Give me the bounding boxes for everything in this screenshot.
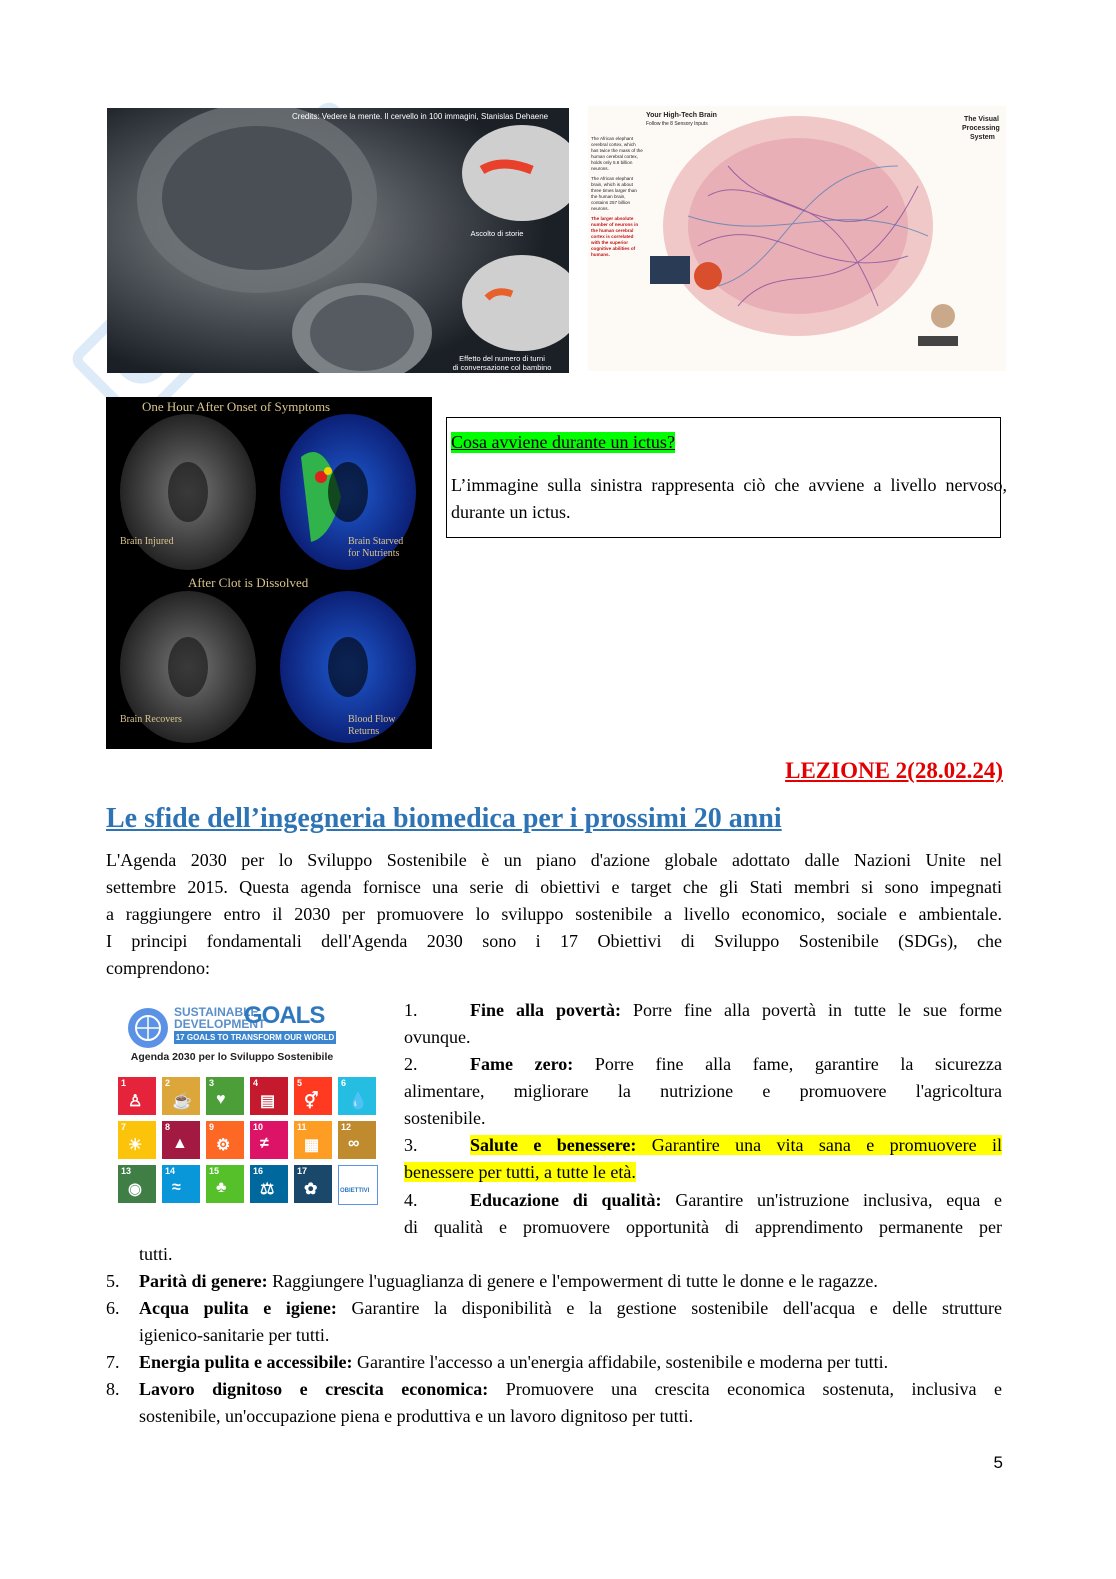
sdg-band: 17 GOALS TO TRANSFORM OUR WORLD [175, 1033, 335, 1042]
goal-title: Acqua pulita e igiene: [139, 1298, 337, 1318]
stroke-mri-image [106, 397, 432, 749]
goal-number: 1. [404, 1000, 418, 1020]
intro-line: comprendono: [106, 958, 210, 978]
goal-number: 3. [404, 1135, 418, 1155]
goal-item: Fine alla povertà: Porre fine alla povertà in tutte le sue forme [470, 1000, 1002, 1020]
goal-item: Energia pulita e accessibile: Garantire l'accesso a un'energia affidabile, sostenibile e moderna per tutti. [139, 1352, 889, 1372]
box-text: L’immagine sulla sinistra rappresenta ciò che avviene a livello nervoso, durante un ictus. [451, 475, 1007, 522]
sdg-tile-11: 11 ▦ [294, 1121, 332, 1159]
goal-title: Parità di genere: [139, 1271, 268, 1291]
sdg-tile-14: 14 ≈ [162, 1165, 200, 1203]
sdg-development: DEVELOPMENT [174, 1017, 266, 1031]
intro-line: settembre 2015. Questa agenda fornisce una serie di obiettivi e target che gli Stati membri si sono impegnati [106, 877, 1002, 897]
sdg-tile-10: 10 ≠ [250, 1121, 288, 1159]
stroke-middle-label: After Clot is Dissolved [188, 575, 309, 590]
goal-item: Acqua pulita e igiene: Garantire la disponibilità e la gestione sostenibile dell'acqua e delle strutture [139, 1298, 1002, 1318]
infographic-side-text [591, 136, 643, 258]
goal-number: 5. [106, 1271, 120, 1291]
sdg-tile-8: 8 ▲ [162, 1121, 200, 1159]
brain-starved-label: for Nutrients [348, 548, 400, 559]
goal-title: Educazione di qualità: [470, 1190, 662, 1210]
side-text-3: The larger absolute number of neurons in the human cerebral cortex is correlated with the superior cognitive abilities of humans. [591, 216, 639, 257]
intro-line: L'Agenda 2030 per lo Sviluppo Sostenibile è un piano d'azione globale adottato dalle Nazioni Unite nel [106, 850, 1002, 870]
sdg-sustainable: SUSTAINABLE [174, 1005, 259, 1019]
sdg-tile-3: 3 ♥ [206, 1077, 244, 1115]
goal-title: Energia pulita e accessibile: [139, 1352, 353, 1372]
goal-item-cont: sostenibile, un'occupazione piena e produttiva e un lavoro dignitoso per tutti. [139, 1406, 694, 1427]
sdg-tile-16: 16 ⚖ [250, 1165, 288, 1203]
mri-mother-child-image [107, 108, 569, 373]
high-tech-brain-infographic [588, 106, 1006, 371]
infographic-right-title: Processing [962, 125, 1000, 132]
stroke-top-label: One Hour After Onset of Symptoms [142, 399, 331, 414]
goal-item: Salute e benessere: Garantire una vita sana e promuovere il [470, 1135, 1002, 1155]
goal-item: Lavoro dignitoso e crescita economica: Promuovere una crescita economica sostenuta, inclusiva e [139, 1379, 1002, 1399]
goal-item: Parità di genere: Raggiungere l'uguaglianza di genere e l'empowerment di tutte le donne e le ragazze. [139, 1271, 878, 1291]
brain-injured-label: Brain Injured [120, 536, 174, 547]
goal-item-cont: benessere per tutti, a tutte le età. [404, 1162, 636, 1183]
image-caption: di conversazione col bambino [452, 363, 552, 372]
blood-flow-label: Returns [348, 726, 380, 737]
sdg-tile-13: 13 ◉ [118, 1165, 156, 1203]
goal-item: Educazione di qualità: Garantire un'istruzione inclusiva, equa e [470, 1190, 1003, 1210]
goal-number: 4. [404, 1190, 418, 1210]
sdg-tile-17: 17 ✿ [294, 1165, 332, 1203]
sdg-tile-2: 2 ☕ [162, 1077, 200, 1115]
side-text-1: The African elephant cerebral cortex, which has twice the mass of the human cerebral cortex, holds only 5.6 billion neurons. [591, 136, 643, 171]
image-caption: Ascolto di storie [470, 229, 524, 238]
goal-item: Fame zero: Porre fine alla fame, garantire la sicurezza [470, 1054, 1002, 1074]
section-title: Le sfide dell’ingegneria biomedica per i prossimi 20 anni [106, 803, 782, 834]
infographic-subtitle: Follow the 8 Sensory Inputs [646, 121, 708, 127]
infographic-right-title: The Visual [964, 116, 999, 123]
intro-line: I principi fondamentali dell'Agenda 2030 sono i 17 Obiettivi di Sviluppo Sostenibile (SDGs), che [106, 931, 1002, 951]
sdg-goals-word: GOALS [244, 1002, 325, 1029]
sdg-tile-15: 15 ♣ [206, 1165, 244, 1203]
page-number: 5 [993, 1453, 1003, 1472]
goal-number: 8. [106, 1379, 120, 1399]
goal-item-cont: sostenibile. [404, 1108, 486, 1129]
sdg-subtitle: Agenda 2030 per lo Sviluppo Sostenibile [130, 1051, 334, 1063]
goal-title: Fame zero: [470, 1054, 574, 1074]
sdg-tile-4: 4 ▤ [250, 1077, 288, 1115]
goal-title: Fine alla povertà: [470, 1000, 621, 1020]
goal-item-cont: igienico-sanitarie per tutti. [139, 1325, 330, 1346]
infographic-right-title: System [970, 134, 995, 141]
goal-number: 7. [106, 1352, 120, 1372]
lesson-heading: LEZIONE 2(28.02.24) [785, 758, 1003, 783]
sdg-tile-5: 5 ⚥ [294, 1077, 332, 1115]
brain-recovers-label: Brain Recovers [120, 714, 182, 725]
stroke-info-box [446, 417, 1007, 538]
box-question: Cosa avviene durante un ictus? [451, 432, 675, 452]
sdg-tile-6: 6 💧 [338, 1077, 376, 1115]
image-credits: Credits: Vedere la mente. Il cervello in 100 immagini, Stanislas Dehaene [292, 112, 549, 121]
sdg-tile-12: 12 ∞ [338, 1121, 376, 1159]
un-emblem-icon [126, 1006, 170, 1050]
sdg-tile-7: 7 ☀ [118, 1121, 156, 1159]
sdg-tile-9: 9 ⚙ [206, 1121, 244, 1159]
sdg-tile-1: 1 ♙ [118, 1077, 156, 1115]
goal-item-cont: alimentare, migliorare la nutrizione e promuovere l'agricoltura [404, 1081, 1002, 1102]
goal-item-cont: di qualità e promuovere opportunità di apprendimento permanente per [404, 1217, 1002, 1238]
intro-line: a raggiungere entro il 2030 per promuovere lo sviluppo sostenibile a livello economico, sociale e ambientale. [106, 904, 1002, 924]
goal-number: 2. [404, 1054, 418, 1074]
image-caption: Effetto del numero di turni [459, 354, 545, 363]
infographic-title: Your High-Tech Brain [646, 112, 717, 119]
goal-number: 6. [106, 1298, 120, 1318]
blood-flow-label: Blood Flow [348, 714, 396, 725]
side-text-2: The African elephant brain, which is about three times larger than the human brain, contains 257 billion neurons. [591, 176, 637, 211]
sdg-tile-logo: OBIETTIVI [338, 1165, 378, 1205]
goal-item-cont: ovunque. [404, 1027, 471, 1048]
goal-title: Salute e benessere: [470, 1135, 637, 1155]
sdg-goals-graphic [112, 1000, 382, 1212]
goal-title: Lavoro dignitoso e crescita economica: [139, 1379, 489, 1399]
brain-starved-label: Brain Starved [348, 536, 404, 547]
goal-item-cont: tutti. [139, 1244, 173, 1265]
